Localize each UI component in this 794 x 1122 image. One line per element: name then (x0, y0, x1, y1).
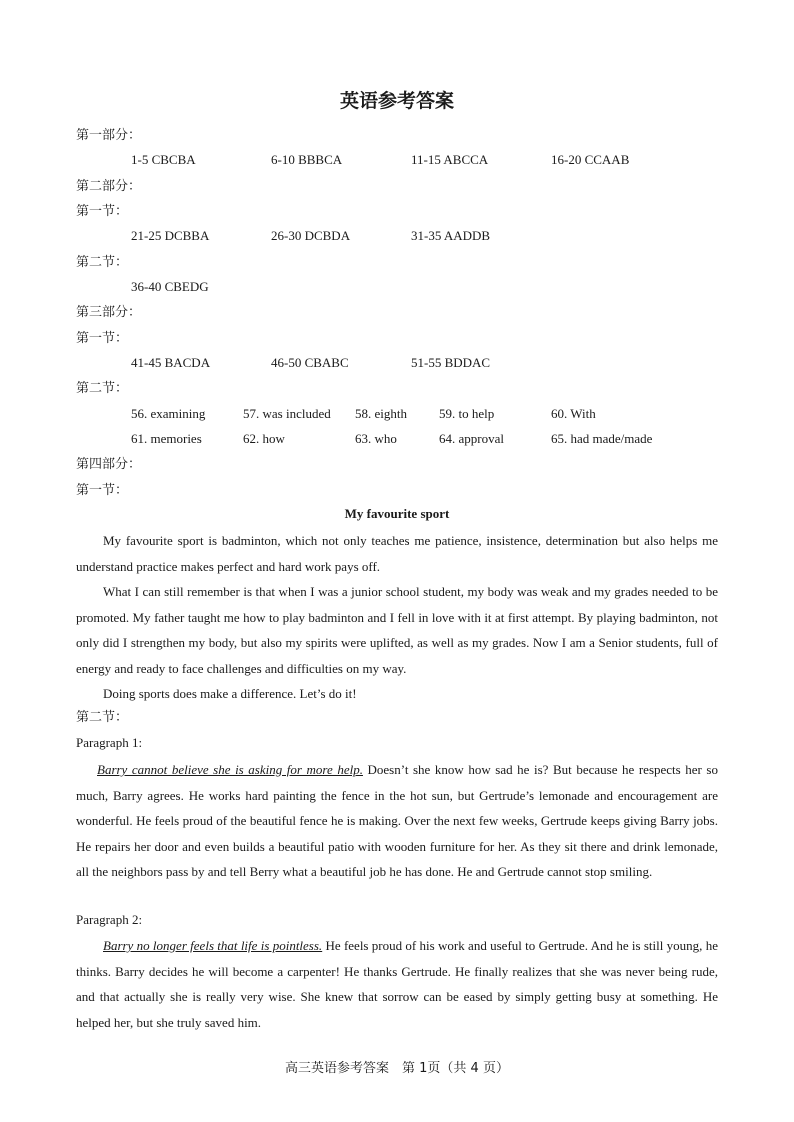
paragraph1-label: Paragraph 1: (76, 735, 143, 750)
part4-section2-label: 第二节： (76, 709, 129, 724)
part3-section1-label: 第一节： (76, 330, 129, 345)
blank-answer: 56. examining (131, 406, 206, 421)
blank-answer: 61. memories (131, 431, 202, 446)
part1-label: 第一部分： (76, 127, 142, 142)
paragraph2-label: Paragraph 2: (76, 912, 143, 927)
blank-answer: 64. approval (439, 431, 504, 446)
blank-answer: 59. to help (439, 406, 495, 421)
blank-answer: 63. who (355, 431, 397, 446)
continuation-paragraph-2 (76, 933, 718, 1035)
page-title: 英语参考答案 (339, 90, 454, 112)
blank-answer: 57. was included (243, 406, 331, 421)
part2-label: 第二部分： (76, 178, 142, 193)
answer-group: 6-10 BBBCA (271, 152, 343, 167)
part4-section1-label: 第一节： (76, 482, 129, 497)
essay-paragraph: My favourite sport is badminton, which not only teaches me patience, insistence, determination but also helps me understand practice makes perfect and hard work pays off. (76, 533, 718, 574)
part3-label: 第三部分： (76, 304, 142, 319)
essay-paragraph: What I can still remember is that when I was a junior school student, my body was weak and my grades needed to be promoted. My father taught me how to play badminton and I fell in love with it at first attempt. By playing badminton, not only did I strengthen my body, but also my spirits were uplifted, as well as my grades. Now I am a Senior students, full of energy and ready to face challenges and difficulties on my way. (76, 584, 718, 676)
answer-group: 46-50 CBABC (271, 355, 349, 370)
paragraph-text: He feels proud of his work and useful to Gertrude. And he is still young, he thinks. Barry decides he will become a carpenter! He thanks Gertrude. He finally realizes that she was never being rude, and that actually she is really very wise. She knew that sorrow can be eased by simply getting busy at something. He helped her, but she truly saved him. (76, 938, 718, 1030)
blank-answer: 58. eighth (355, 406, 407, 421)
essay-paragraph: Doing sports does make a difference. Let’s do it! (103, 686, 357, 701)
essay-title: My favourite sport (344, 506, 450, 521)
part3-section2-label: 第二节： (76, 380, 129, 395)
answer-group: 21-25 DCBBA (131, 228, 210, 243)
blank-answer: 62. how (243, 431, 285, 446)
paragraph-text: Doesn’t she know how sad he is? But because he respects her so much, Barry agrees. He works hard painting the fence in the hot sun, but Gertrude’s lemonade and encouragement are wonderful. He feels proud of the beautiful fence he is making. Over the next few weeks, Gertrude keeps giving Barry jobs. He repairs her door and even builds a beautiful patio with wooden furniture for her. As they sit there and drink lemonade, all the neighbors pass by and tell Berry what a beautiful job he has done. He and Gertrude cannot stop smiling. (76, 762, 718, 879)
part4-label: 第四部分： (76, 456, 142, 471)
answer-group: 41-45 BACDA (131, 355, 211, 370)
answer-group: 11-15 ABCCA (411, 152, 489, 167)
given-first-sentence: Barry cannot believe she is asking for more help. (97, 762, 363, 777)
blank-answer: 65. had made/made (551, 431, 653, 446)
blank-answer: 60. With (551, 406, 596, 421)
part2-section2-label: 第二节： (76, 254, 129, 269)
page-footer: 高三英语参考答案 第 1页（共 4 页） (285, 1061, 509, 1076)
answer-group: 36-40 CBEDG (131, 279, 209, 294)
continuation-paragraph-1 (76, 757, 718, 885)
part2-section1-label: 第一节： (76, 203, 129, 218)
answer-group: 51-55 BDDAC (411, 355, 491, 370)
answer-group: 26-30 DCBDA (271, 228, 351, 243)
given-first-sentence: Barry no longer feels that life is pointless. (103, 938, 323, 953)
answer-group: 31-35 AADDB (411, 228, 491, 243)
answer-group: 16-20 CCAAB (551, 152, 630, 167)
answer-group: 1-5 CBCBA (131, 152, 196, 167)
